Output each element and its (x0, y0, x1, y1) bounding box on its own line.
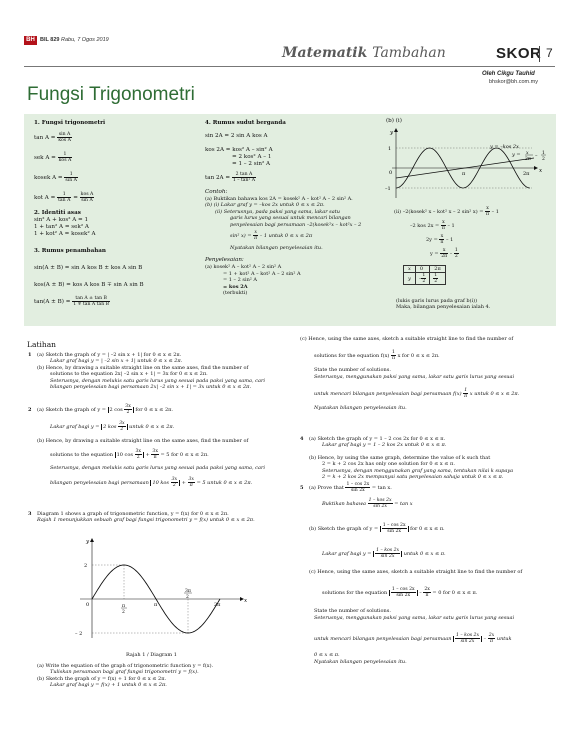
frac-n: 1 (454, 248, 458, 253)
y-arrow (394, 128, 398, 132)
q2-b-abs (115, 449, 144, 461)
y-label: y (390, 130, 394, 136)
table-cell: 0 (415, 266, 429, 273)
double-kos-2: = 2 kos² A – 1 (232, 154, 272, 160)
q2-a-en: (a) Sketch the graph of y = (37, 407, 106, 413)
contoh-a: (a) Buktikan bahawa kos 2A = kosek² A – kot² A – 2 sin² A. (205, 196, 353, 202)
frac-n: 1 (64, 172, 78, 178)
step-2 (394, 220, 552, 231)
q5-c-en-2-rhs: = 0 for 0 ≤ x ≤ π. (432, 590, 478, 597)
frac-n: kos A (80, 192, 94, 197)
question-3 (28, 511, 290, 524)
issue-number: BIL 829 (40, 37, 60, 43)
double-kos-3: = 1 – 2 sin² A (232, 161, 271, 167)
heading-contoh: Contoh: (205, 189, 228, 195)
contoh-b: (b) (i) Lakar graf y = –kos 2x untuk 0 ≤ x ≤ 2π. (205, 202, 325, 209)
table-cell (415, 273, 429, 285)
tick-3pi-2-den: 2 (186, 595, 189, 600)
step4-minus: – (449, 251, 453, 257)
q3c-ms-2-rhs: x untuk 0 ≤ x ≤ 2π. (469, 391, 520, 398)
q5-c-minus: – (419, 590, 422, 597)
frac-d: 2 (120, 427, 124, 432)
page-title: Fungsi Trigonometri (27, 84, 195, 105)
frac-d: 1 ∓ tan A tan B (73, 302, 110, 307)
proof-3: = 1 – 2 sin² A (223, 277, 257, 284)
origin-label: 0 (86, 602, 90, 608)
frac-d: 2 (422, 279, 426, 285)
kot-lhs: kot A = (34, 195, 56, 201)
step-3 (394, 234, 552, 245)
y-arrow (90, 538, 94, 542)
q5-c-ms-minus: – (483, 636, 487, 643)
value-table (403, 265, 446, 285)
tick-neg2: – 2 (75, 631, 83, 637)
q5-c-ms-1: Seterusnya, menggunakan paksi yang sama, lakar satu garis lurus yang sesuai (314, 614, 515, 621)
q5-b-ms: Lakar graf bagi y = (322, 551, 372, 557)
contoh-bii-3: penyelesaian bagi persamaan –2(kosek²x – kot²x – 2 (230, 221, 362, 228)
q5-c-ms-2-rhs: untuk (496, 636, 512, 643)
frac-n: 1 – cos 2x (382, 523, 406, 528)
q5-c-state: State the number of solutions. (314, 608, 391, 615)
q5-c-ms-3: 0 ≤ x ≤ π. (314, 652, 340, 659)
x-label: x (539, 168, 543, 174)
frac-n: 1 – cos 2x (346, 482, 370, 487)
tick-pi-2-den: 2 (122, 610, 125, 615)
tick-3pi-2-num: 3π (185, 589, 191, 594)
q3c-ms-2: untuk mencari bilangan penyelesaian bagi persamaan f(x) (314, 391, 462, 398)
q3c-en-2: solutions for the equation f(x) (314, 353, 390, 360)
q2-kos: 2 kos (103, 424, 117, 430)
question-2 (28, 404, 290, 488)
kosek-lhs: kosek A = (34, 175, 63, 181)
q5-c-en-1: (c) Hence, using the same axes, sketch a suitable straight line to find the number of (309, 569, 523, 575)
q5-a-en-rhs: = tan x. (371, 485, 392, 491)
q2-b-ms-rhs: = 5 untuk 0 ≤ x ≤ 2π. (196, 479, 253, 486)
table-row-x (404, 266, 446, 273)
q2-number: 2 (28, 407, 32, 413)
q3-number: 3 (28, 511, 32, 517)
q2-a-range: for 0 ≤ x ≤ 2π. (135, 407, 174, 413)
q5-number: 5 (300, 485, 304, 491)
tick-neg1: –1 (385, 186, 391, 192)
q3-stem-ms: Rajah 1 menunjukkan sebuah graf bagi fungsi trigonometri y = f(x) untuk 0 ≤ x ≤ 2π. (37, 517, 255, 524)
table-row-y (404, 273, 446, 285)
heading-identiti: 2. Identiti asas (34, 210, 81, 216)
tick-2pi: 2π (214, 602, 221, 608)
line-frac-2: 2 (542, 157, 545, 162)
masthead-rule (24, 66, 555, 67)
q4-b-ms-1: Seterusnya, dengan menggunakan graf yang sama, tentukan nilai k supaya (322, 467, 514, 474)
frac-n: 1 (57, 192, 71, 198)
frac-d: sin A (81, 198, 93, 203)
frac-d: sin 2x (380, 554, 395, 559)
q1-number: 1 (28, 352, 32, 358)
line-frac-2pi: 2π (525, 157, 531, 162)
frac-n: 3x (125, 404, 131, 409)
frac-n: x (442, 220, 445, 225)
frac-d: 2 (454, 254, 458, 259)
question-4 (300, 436, 556, 480)
frac-n: 3x (119, 421, 125, 426)
email: bhskor@bh.com.my (489, 79, 538, 85)
q5-c-ms-4: Nyatakan bilangan penyelesaian itu. (314, 658, 407, 665)
step-4 (394, 248, 552, 259)
frac-d: kos A (58, 158, 72, 163)
identity-3: 1 + kot² A = kosek² A (34, 231, 96, 237)
q2-b-plus: + (145, 452, 150, 459)
frac-d: π (440, 240, 444, 245)
frac-d: π (254, 236, 258, 242)
y-label: y (86, 539, 90, 545)
q3-b-ms: Lakar graf bagi y = f(x) + 1 untuk 0 ≤ x ≤ 2π. (50, 682, 167, 689)
q3c-ms-3: Nyatakan bilangan penyelesaian itu. (314, 405, 407, 412)
kot-eq: = (73, 195, 78, 201)
frac-d: sin A (65, 178, 77, 183)
q2-cos: 2 cos (109, 407, 123, 413)
frac-n: 2 tan A (232, 172, 256, 178)
q5-b-en: (b) Sketch the graph of y = (309, 526, 379, 532)
tick-pi: π (154, 602, 158, 608)
line-label: y = (512, 152, 521, 158)
heading-fungsi: 1. Fungsi trigonometri (34, 120, 106, 126)
subject-title (282, 45, 446, 61)
issue-date (40, 37, 109, 43)
proof-1: (a) kosek² A – kot² A – 2 sin² A (205, 264, 282, 271)
q5-c-abs-ms (453, 633, 482, 645)
step2-rhs: – 1 (447, 223, 455, 229)
tan-lhs: tan A = (34, 135, 56, 141)
table-cell: 2π (430, 266, 445, 273)
heading-penyelesaian: Penyelesaian: (205, 257, 244, 264)
tan-addition (34, 296, 194, 307)
answer-note (396, 298, 554, 311)
frac-d: sin 2x (387, 529, 402, 534)
curve-label: y = –kos 2x (490, 144, 519, 150)
frac-d: sin 2x (460, 639, 475, 645)
q4-b-en-2: 2 = k + 2 cos 2x has only one solution for 0 ≤ x ≤ π. (322, 461, 455, 468)
q5-b-en-range: for 0 ≤ x ≤ π. (410, 526, 445, 532)
q2-abs (108, 404, 134, 415)
frac-d: π (486, 212, 490, 217)
solution-steps (394, 206, 552, 259)
frac-n: x (440, 248, 448, 254)
page-number: 7 (546, 46, 553, 60)
kos-addition: kos(A ± B) = kos A kos B ∓ sin A sin B (34, 282, 144, 288)
table-cell (430, 273, 445, 285)
q2-a-ms: Lakar graf bagi y = (50, 424, 100, 430)
frac-d: 2π (441, 254, 448, 259)
frac-n: 3x (188, 476, 195, 482)
frac-d: 2 (172, 482, 176, 488)
tick-2: 2 (84, 563, 88, 569)
notes-col2 (205, 120, 383, 296)
frac-n: 1 – kos 2x (456, 633, 480, 639)
brand-skor: SKOR (496, 45, 542, 62)
q4-number: 4 (300, 436, 304, 442)
q5-c-abs (389, 587, 418, 599)
contoh-bii-1: (ii) Seterusnya, pada paksi yang sama, lakar satu (215, 208, 340, 215)
heading-penambahan: 3. Rumus penambahan (34, 248, 106, 254)
q2-b-ms-2: bilangan penyelesaian bagi persamaan (50, 479, 149, 486)
frac-n: x (440, 234, 444, 239)
frac-d: tan A (58, 198, 71, 203)
origin-label: 0 (389, 170, 393, 176)
double-tan-lhs: tan 2A = (205, 175, 231, 181)
q4-a-en: (a) Sketch the graph of y = 1 – 2 cos 2x for 0 ≤ x ≤ π. (309, 436, 446, 442)
tan-def (34, 132, 194, 143)
frac-n: 1 (58, 152, 73, 158)
q3c-state: State the number of solutions. (314, 367, 391, 374)
q1-b-ms-2: bilangan penyelesaian bagi persamaan 2x| –2 sin x + 1| = 3x untuk 0 ≤ x ≤ 2π. (50, 384, 252, 391)
answer-line-1: (lukis garis lurus pada graf b(i)) (396, 298, 478, 304)
q1-b-en-1: (b) Hence, by drawing a suitable straight line on the same axes, find the number of (37, 364, 249, 371)
q2-b-rhs: = 5 for 0 ≤ x ≤ 2π. (160, 452, 209, 459)
frac-n: 3x (152, 449, 158, 455)
date: Rabu, 7 Ogos 2019 (61, 37, 109, 43)
identity-2: 1 + tan² A = sek² A (34, 224, 89, 230)
solution-label: (b) (i) (386, 118, 402, 124)
sek-def (34, 152, 194, 163)
frac-n: 1 – kos 2x (368, 498, 392, 503)
bh-logo: BH (24, 36, 37, 45)
frac-n: 1 – kos 2x (376, 548, 400, 553)
masthead-divider (539, 46, 540, 62)
neg-cos2x-graph (384, 126, 554, 202)
frac-n: 3x (135, 449, 142, 455)
q2-b-en-2: solutions to the equation (50, 452, 113, 459)
frac-n: x (486, 206, 489, 211)
q5-c-en-2: solutions for the equation (322, 590, 388, 597)
frac-d: π (391, 356, 395, 362)
double-kos: kos 2A = kos² A – sin² A (205, 147, 273, 153)
q4-a-ms: Lakar graf bagi y = 1 – 2 kos 2x untuk 0 ≤ x ≤ π. (322, 442, 447, 449)
tick-2pi: 2π (523, 171, 530, 177)
subject-part1: Matematik (282, 45, 368, 61)
frac-d: π (153, 455, 157, 461)
step-ii-lhs: (ii) –2(kosek² x – kot² x – 2 sin² x) = (394, 209, 484, 215)
line-minus: – (535, 153, 538, 159)
q4-b-ms-2: 2 = k + 2 kos 2x mempunyai satu penyelesaian sahaja untuk 0 ≤ x ≤ π. (322, 474, 504, 481)
step3-lhs: 2y = (426, 237, 438, 243)
q1-b-ms-1: Seterusnya, dengan melukis satu garis lurus yang sesuai pada paksi yang sama, cari (50, 377, 265, 384)
frac-d: π (441, 226, 445, 231)
q3-a-en: (a) Write the equation of the graph of trigonometric function y = f(x). (37, 663, 214, 669)
bii4-rhs: – 1 untuk 0 ≤ x ≤ 2π (259, 233, 313, 240)
question-3c (300, 336, 556, 412)
frac-d: π (425, 593, 429, 599)
contoh-bii-5: Nyatakan bilangan penyelesaian itu. (230, 245, 323, 252)
q5-a-en: (a) Prove that (309, 485, 344, 491)
frac-n: 3x (171, 476, 178, 482)
question-3-parts (28, 663, 290, 689)
frac-n: x (254, 230, 257, 236)
q3c-ms-1: Seterusnya, menggunakan paksi yang sama, lakar satu garis lurus yang sesuai (314, 373, 515, 380)
q2-b-abs-ms (150, 476, 180, 488)
step2-lhs: –2 kos 2x = (410, 223, 440, 229)
frac-d: π (489, 639, 493, 645)
diagram-caption: Rajah 1 / Diagram 1 (126, 652, 177, 658)
frac-d: π (189, 482, 193, 488)
q1-b-en-2: solutions to the equation 2x| –2 sin x + 1| = 3x for 0 ≤ x ≤ 2π. (50, 371, 208, 378)
q2-b-kos: 10 kos (152, 479, 169, 486)
q4-b-en-1: (b) Hence, by using the same graph, determine the value of k such that (309, 454, 491, 461)
frac-n: 1 (422, 273, 426, 279)
frac-d: 2 (126, 410, 130, 415)
q3-a-ms: Tuliskan persamaan bagi graf fungsi trigonometri y = f(x). (50, 669, 199, 676)
q2-b-cos: 10 cos (116, 452, 133, 459)
masthead (0, 0, 580, 115)
diagram-1-graph (60, 534, 260, 646)
tick-pi: π (462, 171, 466, 177)
sin-addition: sin(A ± B) = sin A kos B ± kos A sin B (34, 265, 143, 271)
q5-b-ms-range: untuk 0 ≤ x ≤ π. (403, 551, 446, 557)
q2-a-ms-range: untuk 0 ≤ x ≤ 2π. (129, 424, 175, 430)
table-cell: x (404, 266, 416, 273)
frac-d: 2 (434, 279, 438, 285)
proof-2: = 1 + kot² A – kot² A – 2 sin² A (223, 270, 301, 277)
frac-n: 2x (488, 633, 495, 639)
line-frac-1: 1 (542, 151, 545, 156)
frac-n: 1 (434, 273, 438, 279)
frac-d: sin 2x (396, 593, 411, 599)
double-tan (205, 172, 383, 183)
kosek-def (34, 172, 194, 183)
frac-d: kos A (58, 138, 71, 143)
q3c-en-2-rhs: x for 0 ≤ x ≤ 2π. (397, 353, 440, 360)
q5-a-ms: Buktikan bahawa (322, 501, 366, 507)
answer-line-2: Maka, bilangan penyelesaian ialah 4. (396, 304, 491, 311)
double-sin: sin 2A = 2 sin A kos A (205, 133, 268, 139)
notes-col1 (34, 120, 194, 307)
tan-add-lhs: tan(A ± B) = (34, 299, 71, 305)
contoh-bii-4 (205, 230, 383, 241)
byline: Oleh Cikgu Tauhid (482, 71, 535, 77)
q5-a-ms-rhs: = tan x (394, 501, 413, 507)
frac-n: 1 (464, 388, 468, 394)
step-ii-rhs: – 1 (491, 209, 499, 215)
tick-pi-2-num: π (122, 604, 125, 609)
frac-d: 1 – tan² A (232, 178, 256, 183)
question-1 (28, 352, 290, 390)
q3c-en-1: (c) Hence, using the same axes, sketch a suitable straight line to find the number of (300, 336, 514, 342)
neg-sign: – (418, 276, 422, 283)
sek-lhs: sek A = (34, 155, 56, 161)
frac-n: sin A (58, 132, 71, 137)
frac-n: 1 – cos 2x (391, 587, 415, 593)
proof-5: (terbukti) (223, 290, 248, 297)
question-5 (300, 482, 556, 665)
contoh-bii-2: garis lurus yang sesuai untuk mencari bilangan (230, 215, 351, 222)
step4-lhs: y = (430, 251, 439, 257)
q3-b-en: (b) Sketch the graph of y = f(x) + 1 for 0 ≤ x ≤ 2π. (37, 675, 167, 682)
frac-d: sin 2x (350, 488, 365, 493)
q2-abs-ms (101, 421, 128, 432)
q2-b-ms-plus: + (181, 479, 186, 486)
table-cell: y (404, 273, 416, 285)
q1-a-en: (a) Sketch the graph of y = | –2 sin x + 1| for 0 ≤ x ≤ 2π. (37, 352, 182, 358)
latihan-heading: Latihan (27, 340, 56, 349)
q5-b-abs (380, 523, 409, 534)
frac-d: sin 2x (373, 504, 387, 509)
q3-stem-en: Diagram 1 shows a graph of trigonometric function, y = f(x) for 0 ≤ x ≤ 2π. (37, 511, 229, 517)
q1-a-ms: Lakar graf bagi y = | –2 sin x + 1| untuk 0 ≤ x ≤ 2π. (50, 358, 183, 365)
step-ii (394, 206, 552, 217)
q2-b-en-1: (b) Hence, by drawing a suitable straight line on the same axes, find the number of (37, 438, 249, 444)
proof-4: = kos 2A (223, 283, 248, 290)
identity-1: sin² A + kos² A = 1 (34, 217, 89, 223)
frac-d: π (464, 394, 468, 400)
frac-d: 2 (136, 455, 140, 461)
line-frac-x: x (526, 151, 529, 156)
step3-rhs: – 1 (446, 237, 454, 243)
frac-n: 1 (392, 350, 395, 356)
x-arrow (534, 166, 538, 170)
heading-sudut-berganda: 4. Rumus sudut berganda (205, 120, 286, 126)
q2-b-ms-1: Seterusnya, dengan melukis satu garis lurus yang sesuai pada paksi yang sama, cari (50, 465, 265, 472)
x-label: x (244, 598, 248, 604)
q5-b-abs-ms (373, 548, 402, 559)
bii4-lhs: sin² x) = (230, 233, 252, 240)
frac-n: tan A ± tan B (72, 296, 110, 302)
q5-c-ms-2: untuk mencari bilangan penyelesaian bagi persamaan (314, 636, 452, 643)
subject-part2: Tambahan (372, 45, 446, 61)
kot-def (34, 192, 194, 203)
tick-1: 1 (388, 146, 392, 152)
frac-n: 2x (424, 587, 430, 593)
